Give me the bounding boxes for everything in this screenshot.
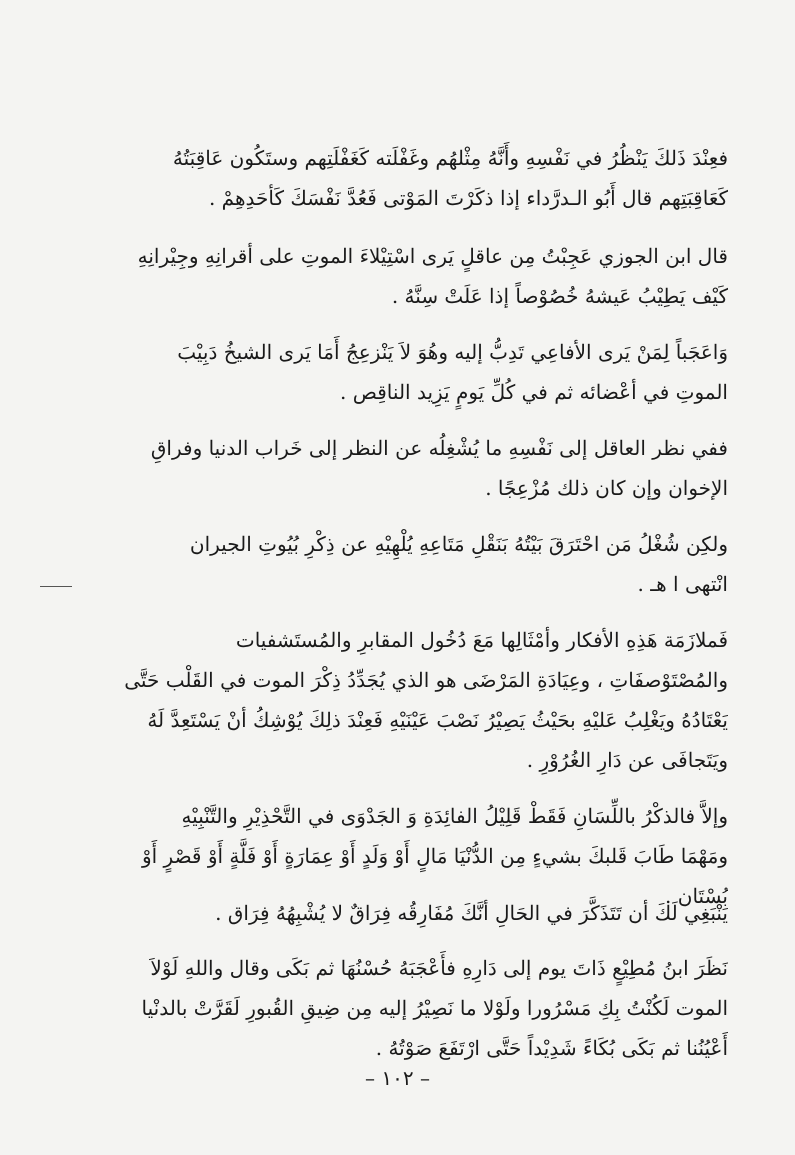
text-line: بُسْتَان .: [665, 884, 728, 908]
text-line: ومَهْمَا طَابَ قَلبكَ بشيءٍ مِن الدُّنْيَا مَالٍ أَوْ وَلَدٍ أَوْ عِمَارَةٍ أَوْ فَلَّةٍ أَوْ قَصْرٍ أَوْ: [141, 844, 728, 868]
text-line: يَعْتَادُهُ ويَغْلِبُ عَليْهِ بحَيْثُ يَصِيْرُ نَصْبَ عَيْنَيْهِ فَعِنْدَ ذلِكَ يُوْشِكُ أنْ يَسْتَعِدَّ لَهُ: [147, 708, 728, 732]
paragraph: [78, 428, 728, 508]
paragraph: [78, 948, 728, 1068]
text-line: كَعَاقِبَتِهم قال أَبُو الـدرَّداء إذا ذكَرْتَ المَوْتى فَعُدَّ نَفْسَكَ كَأحَدِهِمْ .: [208, 186, 728, 210]
text-line: قال ابن الجوزي عَجِبْتُ مِن عاقلٍ يَرى اسْتِيْلاءَ الموتِ على أقرانِهِ وجِيْرانِهِ: [137, 244, 728, 268]
paragraph: [78, 524, 728, 604]
text-line: ويَتَجافَى عن دَارِ الغُرُوْرِ .: [526, 748, 728, 772]
text-line: ولكِن شُغْلُ مَن احْتَرَقَ بَيْتُهُ بَنَقْلِ مَتَاعِهِ يُلْهِيْهِ عن ذِكْرِ بُيُوتِ الجيران: [189, 532, 728, 556]
paragraph: [78, 332, 728, 412]
text-line: نَظَرَ ابنُ مُطِيْعٍ ذَاتَ يوم إلى دَارِهِ فأَعْجَبَهُ حُسْنُهَا ثم بَكَى وقال واللهِ لَوْلاَ: [150, 956, 728, 980]
text-line: فعِنْدَ ذَلكَ يَنْظُرُ في نَفْسِهِ وأَنَّهُ مِثْلهُم وغَفْلَته كَغَفْلَتِهم وستَكُون عَاقِبَتُهُ: [172, 146, 728, 170]
text-line: والمُصْتَوْصفَاتِ ، وعِيَادَةِ المَرْضَى هو الذي يُجَدِّدُ ذِكْرَ الموت في القَلْب حَتَّى: [124, 668, 728, 692]
text-line: ففي نظر العاقل إلى نَفْسِهِ ما يُشْغِلُه عن النظر إلى خَراب الدنيا وفراقِ: [150, 436, 728, 460]
margin-rule: [40, 586, 72, 587]
text-line: وإلاَّ فالذكْرُ باللِّسَانِ فَقَطْ قَلِيْلُ الفائِدَةِ وَ الجَدْوَى في التَّحْذِيْرِ والتَّنْبِيْهِ: [181, 804, 728, 828]
text-line: انْتهى ا هـ .: [637, 572, 728, 596]
text-line: فَملازَمَة هَذِهِ الأفكار وأمْثَالِها مَعَ دُخُول المقابرِ والمُستَشفيات: [235, 628, 728, 652]
paragraph: [78, 236, 728, 316]
text-line: وَاعَجَباً لِمَنْ يَرى الأفاعِي تَدِبُّ إليه وهُوَ لاَ يَنْزعِجُ أَمَا يَرى الشيخُ دَبِيْبَ: [177, 340, 728, 364]
paragraph: [78, 138, 728, 218]
text-line: أَعْيُنُنا ثم بَكَى بُكَاءً شَدِيْداً حَتَّى ارْتَفَعَ صَوْتُهُ .: [375, 1036, 728, 1060]
text-line: الموتِ في أعْضائه ثم في كُلِّ يَومٍ يَزِيد الناقِص .: [340, 380, 728, 404]
paragraph: [78, 620, 728, 780]
text-line: الإخوان وإن كان ذلك مُزْعِجًا .: [485, 476, 728, 500]
text-line: كَيْف يَطِيْبُ عَيشهُ خُصُوْصاً إذا عَلَتْ سِنَّهُ .: [391, 284, 728, 308]
text-line: يَنْبَغِي لَكَ أن تَتَذَكَّرَ في الحَالِ أنَّكَ مُفَارِقُه فِرَاقٌ لا يُشْبِهُهُ فِرَاق .: [215, 901, 728, 925]
page-number: – ١٠٢ –: [365, 1066, 430, 1090]
text-line: الموت لَكُنْتُ بِكِ مَسْرُورا ولَوْلا ما نَصِيْرُ إليه مِن ضِيقِ القُبورِ لَقَرَّتْ بالدنْيا: [141, 996, 728, 1020]
paragraph: [78, 893, 728, 933]
